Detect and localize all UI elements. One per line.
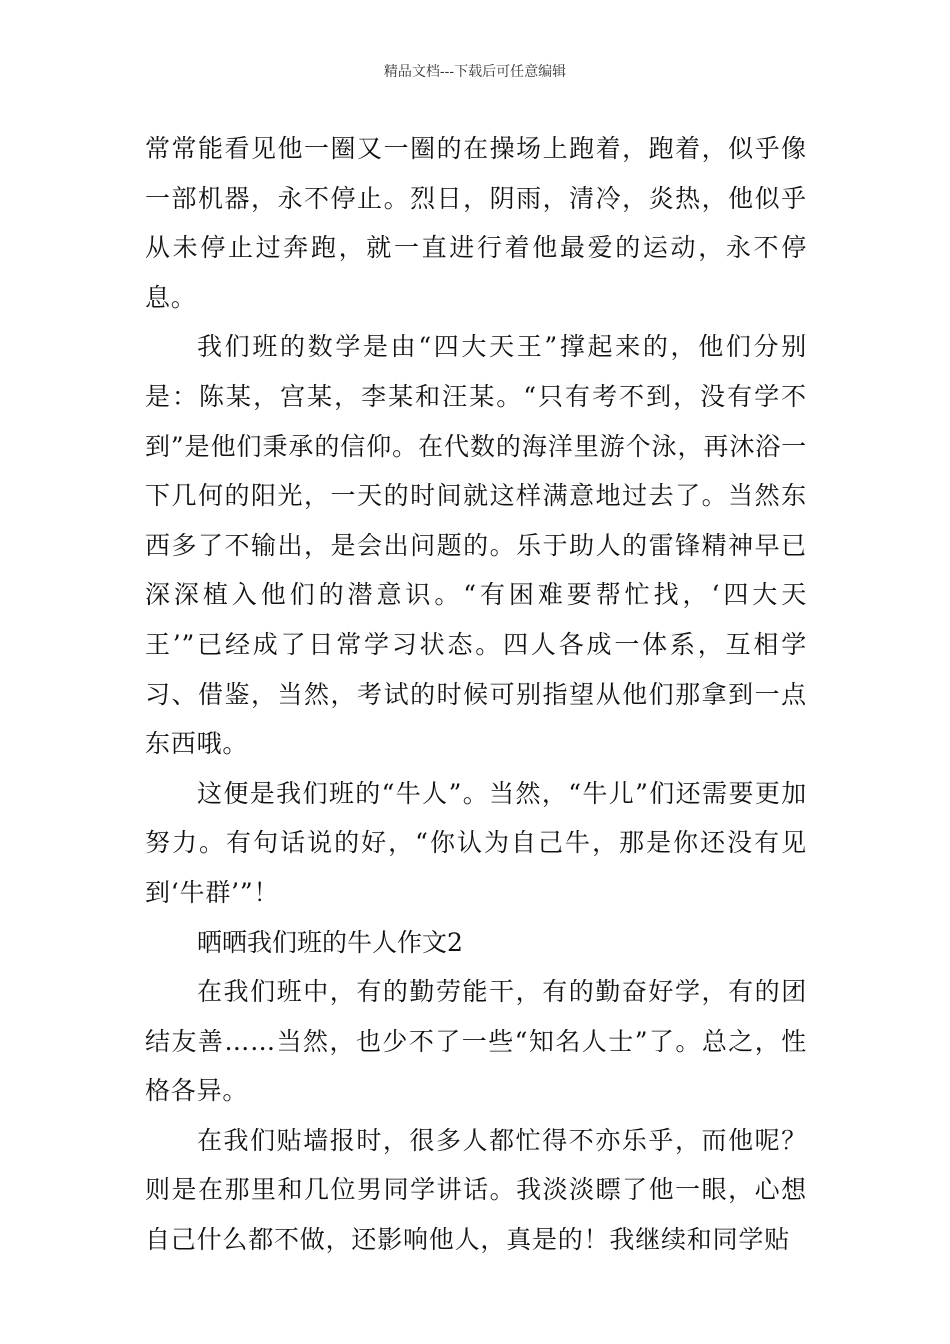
page-header: 精品文档---下载后可任意编辑 (383, 64, 567, 80)
section-heading: 晒晒我们班的牛人作文2 (197, 927, 463, 957)
paragraph-4: 在我们班中，有的勤劳能干，有的勤奋好学，有的团结友善……当然，也少不了一些“知名人士”了。总之，性格各异。 (145, 977, 807, 1106)
paragraph-5: 在我们贴墙报时，很多人都忙得不亦乐乎，而他呢？则是在那里和几位男同学讲话。我淡淡瞟了他一眼，心想自己什么都不做，还影响他人，真是的！我继续和同学贴 (145, 1125, 807, 1255)
paragraph-3: 这便是我们班的“牛人”。当然，“牛儿”们还需要更加努力。有句话说的好，“你认为自己牛，那是你还没有见到‘牛群’”！ (145, 778, 807, 907)
paragraph-2: 我们班的数学是由“四大天王”撑起来的，他们分别是：陈某，宫某，李某和汪某。“只有考不到，没有学不到”是他们秉承的信仰。在代数的海洋里游个泳，再沐浴一下几何的阳光，一天的时间就这样满意地过去了。当然东西多了不输出，是会出问题的。乐于助人的雷锋精神早已深深植入他们的潜意识。“有困难要帮忙找，‘四大天王’”已经成了日常学习状态。四人各成一体系，互相学习、借鉴，当然，考试的时候可别指望从他们那拿到一点东西哦。 (145, 332, 807, 759)
paragraph-1: 常常能看见他一圈又一圈的在操场上跑着，跑着，似乎像一部机器，永不停止。烈日，阴雨，清冷，炎热，他似乎从未停止过奔跑，就一直进行着他最爱的运动，永不停息。 (145, 134, 807, 312)
document-body (145, 124, 807, 1265)
